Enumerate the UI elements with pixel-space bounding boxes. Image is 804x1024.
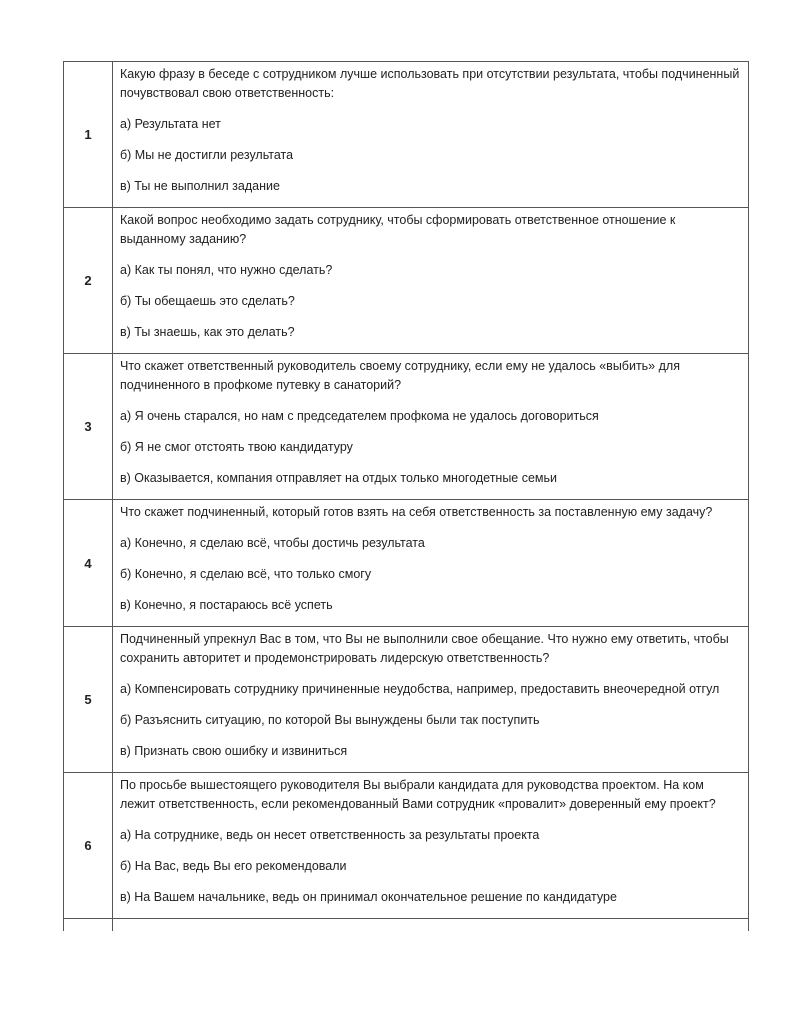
question-cell [113, 919, 749, 932]
question-row [64, 62, 749, 208]
question-cell [113, 773, 749, 919]
answer-option: а) Компенсировать сотруднику причиненные неудобства, например, предоставить внеочередной отгул [120, 682, 720, 696]
question-text: Какой вопрос необходимо задать сотруднику, чтобы сформировать ответственное отношение к выданному заданию? [120, 213, 676, 246]
answer-option: а) Конечно, я сделаю всё, чтобы достичь результата [120, 536, 425, 550]
question-row [64, 208, 749, 354]
answer-option: в) Конечно, я постараюсь всё успеть [120, 598, 333, 612]
questions-table [63, 61, 749, 931]
question-number: 4 [64, 500, 113, 627]
question-row [64, 354, 749, 500]
answer-option: б) На Вас, ведь Вы его рекомендовали [120, 859, 347, 873]
question-text: Что скажет подчиненный, который готов взять на себя ответственность за поставленную ему задачу? [120, 505, 713, 519]
question-cell [113, 62, 749, 208]
table-row-partial [64, 919, 749, 932]
question-text: По просьбе вышестоящего руководителя Вы выбрали кандидата для руководства проектом. На ком лежит ответственность, если рекомендованный Вами сотрудник «провалит» доверенный ему проект? [120, 778, 716, 811]
answer-option: б) Разъяснить ситуацию, по которой Вы вынуждены были так поступить [120, 713, 540, 727]
answer-option: в) На Вашем начальнике, ведь он принимал окончательное решение по кандидатуре [120, 890, 617, 904]
answer-option: в) Ты не выполнил задание [120, 179, 280, 193]
question-cell [113, 627, 749, 773]
question-text: Какую фразу в беседе с сотрудником лучше использовать при отсутствии результата, чтобы подчиненный почувствовал свою ответственность: [120, 67, 740, 100]
question-row [64, 627, 749, 773]
answer-option: в) Ты знаешь, как это делать? [120, 325, 295, 339]
question-text: Что скажет ответственный руководитель своему сотруднику, если ему не удалось «выбить» для подчиненного в профкоме путевку в санаторий? [120, 359, 680, 392]
answer-option: а) Я очень старался, но нам с председателем профкома не удалось договориться [120, 409, 599, 423]
question-cell [113, 354, 749, 500]
question-number: 3 [64, 354, 113, 500]
question-row [64, 773, 749, 919]
answer-option: б) Мы не достигли результата [120, 148, 294, 162]
question-row [64, 500, 749, 627]
answer-option: б) Ты обещаешь это сделать? [120, 294, 295, 308]
answer-option: в) Оказывается, компания отправляет на отдых только многодетные семьи [120, 471, 558, 485]
answer-option: а) Результата нет [120, 117, 221, 131]
answer-option: б) Я не смог отстоять твою кандидатуру [120, 440, 353, 454]
question-cell [113, 500, 749, 627]
question-number: 1 [64, 62, 113, 208]
question-number: 5 [64, 627, 113, 773]
answer-option: б) Конечно, я сделаю всё, что только смогу [120, 567, 372, 581]
question-number: 2 [64, 208, 113, 354]
answer-option: а) На сотруднике, ведь он несет ответственность за результаты проекта [120, 828, 540, 842]
question-cell [113, 208, 749, 354]
answer-option: а) Как ты понял, что нужно сделать? [120, 263, 333, 277]
answer-option: в) Признать свою ошибку и извиниться [120, 744, 348, 758]
question-number [64, 919, 113, 932]
question-number: 6 [64, 773, 113, 919]
question-text: Подчиненный упрекнул Вас в том, что Вы не выполнили свое обещание. Что нужно ему ответить, чтобы сохранить авторитет и продемонстрировать лидерскую ответственность? [120, 632, 729, 665]
